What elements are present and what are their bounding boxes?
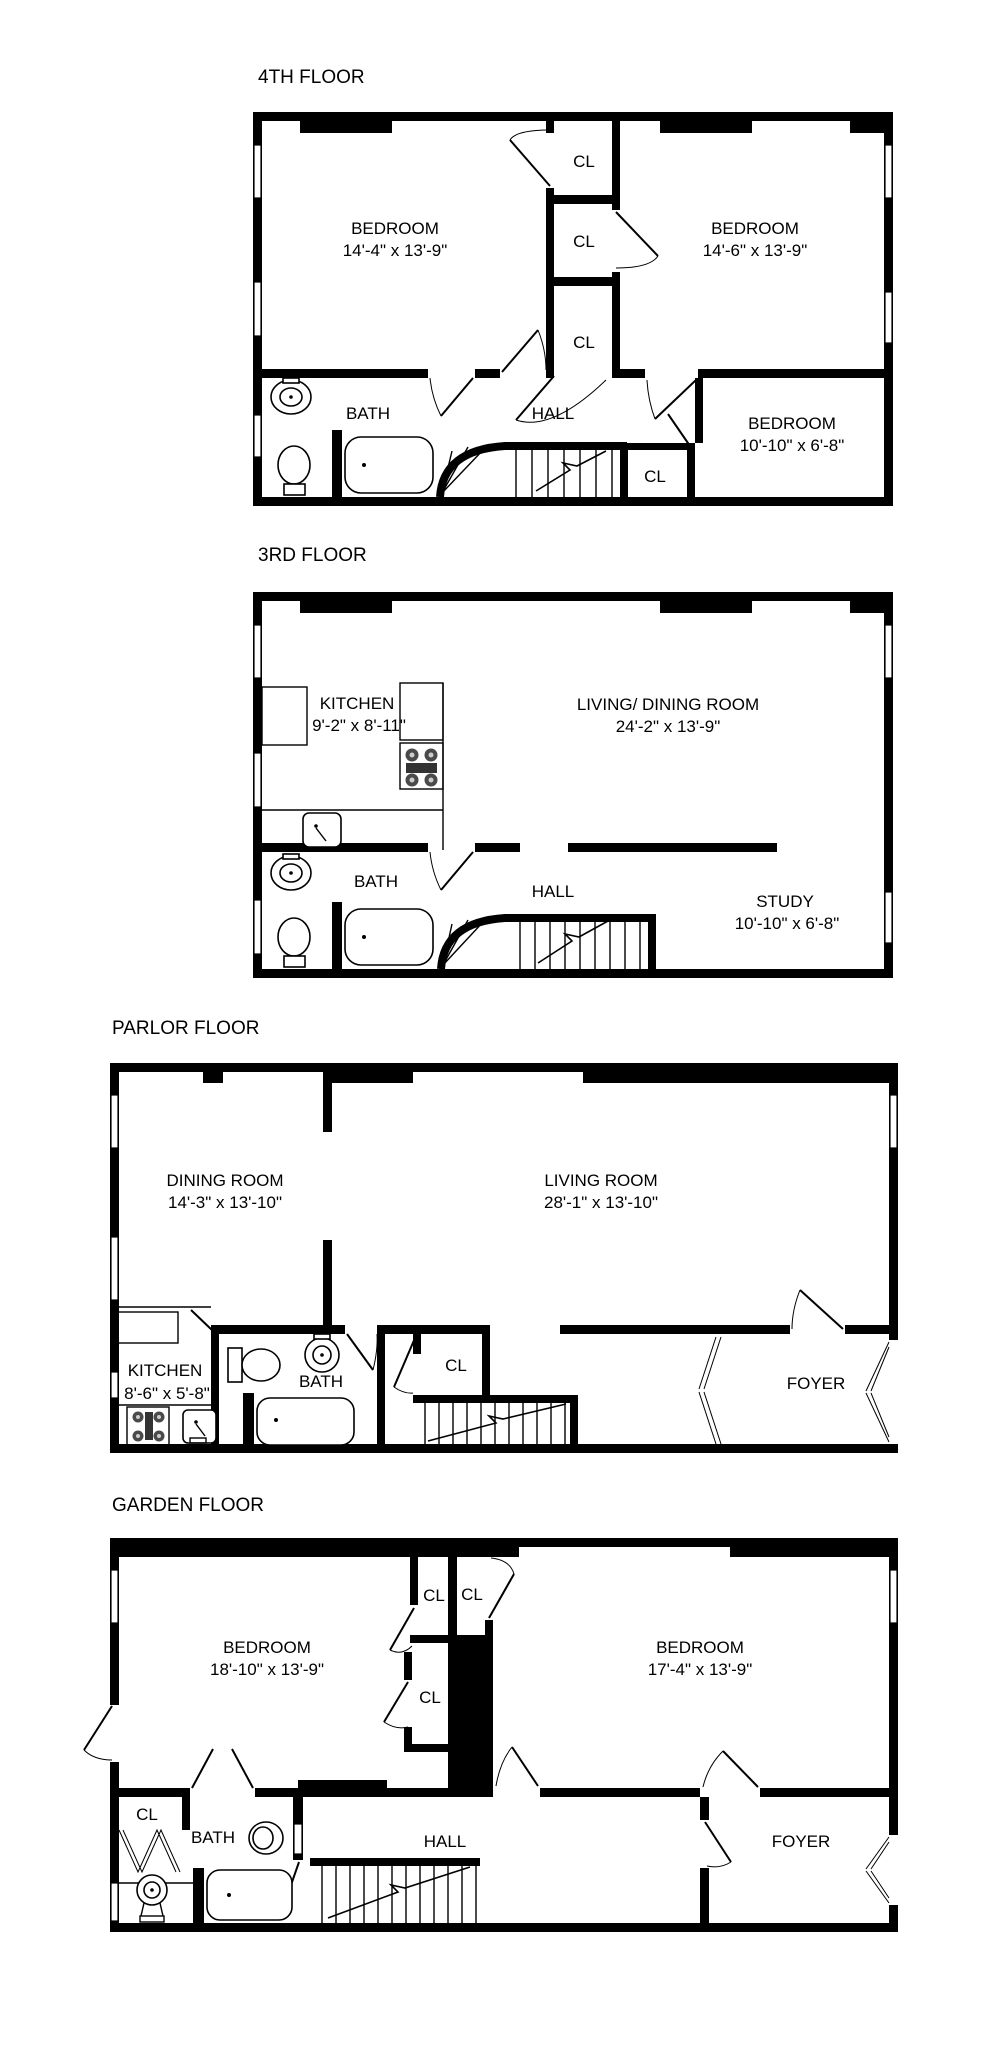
stairs-garden	[310, 1858, 480, 1923]
room-label-hall-3rd: HALL	[531, 882, 575, 901]
floor-title-4th: 4TH FLOOR	[258, 67, 365, 88]
room-dims-living-parlor: 28'-1" x 13'-10"	[543, 1193, 659, 1212]
floor-garden	[84, 1495, 898, 1932]
room-label-hall-garden: HALL	[423, 1832, 467, 1851]
closet-label-entry-garden: CL	[136, 1805, 158, 1824]
stairs-4th	[440, 446, 627, 497]
closet-label-parlor: CL	[445, 1356, 467, 1375]
room-dims-bedroom-small-4th: 10'-10" x 6'-8"	[739, 436, 845, 455]
bath-fixtures-4th	[271, 378, 433, 495]
walls-parlor	[110, 1063, 898, 1453]
bath-fixtures-3rd	[271, 854, 433, 967]
room-label-bath-4th: BATH	[345, 404, 391, 423]
closet-label-mid-4th: CL	[573, 232, 595, 251]
room-label-study-3rd: STUDY	[756, 892, 814, 911]
floor-parlor	[110, 1018, 898, 1453]
room-label-bedroom-left-garden: BEDROOM	[223, 1638, 311, 1657]
room-label-bath-garden: BATH	[190, 1828, 236, 1847]
room-label-foyer-garden: FOYER	[771, 1832, 831, 1851]
floor-title-parlor: PARLOR FLOOR	[112, 1018, 260, 1039]
room-label-bath-3rd: BATH	[353, 872, 399, 891]
room-dims-bedroom-left-garden: 18'-10" x 13'-9"	[209, 1660, 325, 1679]
doors-3rd	[430, 852, 473, 890]
closet-label-top-4th: CL	[573, 152, 595, 171]
windows-garden	[110, 1570, 898, 1921]
closet-label-hall-4th: CL	[644, 467, 666, 486]
room-label-kitchen-parlor: KITCHEN	[127, 1361, 203, 1380]
room-label-bedroom-small-4th: BEDROOM	[748, 414, 836, 433]
room-dims-kitchen-3rd: 9'-2" x 8'-11"	[312, 716, 406, 735]
room-label-kitchen-3rd: KITCHEN	[319, 694, 395, 713]
room-label-living-dining-3rd: LIVING/ DINING ROOM	[576, 695, 760, 714]
room-label-bedroom-right-garden: BEDROOM	[656, 1638, 744, 1657]
room-label-bath-parlor: BATH	[298, 1372, 344, 1391]
floor-3rd	[253, 545, 893, 978]
room-label-foyer-parlor: FOYER	[786, 1374, 846, 1393]
room-dims-bedroom-right-4th: 14'-6" x 13'-9"	[702, 241, 808, 260]
closet-label-1-garden: CL	[423, 1586, 445, 1605]
room-labels-3rd	[312, 694, 839, 933]
room-label-living-parlor: LIVING ROOM	[544, 1171, 658, 1190]
closet-label-3-garden: CL	[419, 1688, 441, 1707]
closet-label-bottom-4th: CL	[573, 333, 595, 352]
room-dims-bedroom-right-garden: 17'-4" x 13'-9"	[647, 1660, 753, 1679]
room-dims-bedroom-left-4th: 14'-4" x 13'-9"	[342, 241, 448, 260]
stairs-parlor	[413, 1395, 578, 1444]
floor-4th	[253, 67, 893, 506]
closet-label-2-garden: CL	[461, 1585, 483, 1604]
room-dims-study-3rd: 10'-10" x 6'-8"	[734, 914, 840, 933]
room-label-bedroom-left-4th: BEDROOM	[351, 219, 439, 238]
room-label-hall-4th: HALL	[531, 404, 575, 423]
room-dims-kitchen-parlor: 8'-6" x 5'-8"	[124, 1384, 210, 1403]
room-label-dining-parlor: DINING ROOM	[166, 1171, 284, 1190]
room-dims-dining-parlor: 14'-3" x 13'-10"	[167, 1193, 283, 1212]
room-dims-living-dining-3rd: 24'-2" x 13'-9"	[615, 717, 721, 736]
floor-title-garden: GARDEN FLOOR	[112, 1495, 265, 1516]
windows-parlor	[111, 1095, 898, 1444]
stairs-3rd	[441, 918, 656, 969]
room-label-bedroom-right-4th: BEDROOM	[711, 219, 799, 238]
doors-4th	[430, 130, 696, 446]
floor-title-3rd: 3RD FLOOR	[258, 545, 367, 566]
